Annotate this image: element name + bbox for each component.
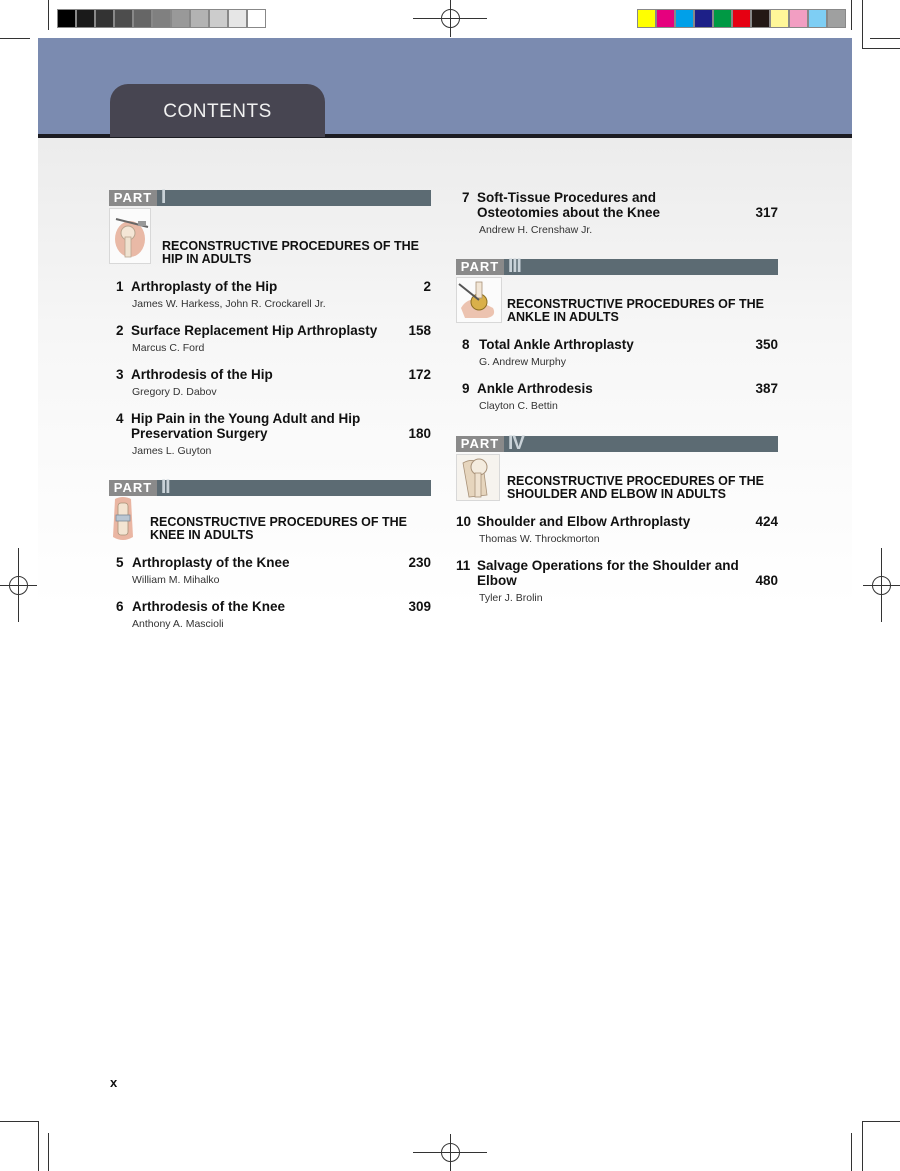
gray-swatch [152, 9, 171, 28]
color-swatch [770, 9, 789, 28]
chapter-number: 4 [116, 411, 124, 426]
chapter-title: Soft-Tissue Procedures and Osteotomies about the Knee [477, 190, 661, 220]
gray-swatch [57, 9, 76, 28]
chapter-entry-2[interactable] [116, 323, 431, 357]
chapter-entry-8[interactable] [462, 337, 778, 371]
color-swatch [637, 9, 656, 28]
color-swatch [675, 9, 694, 28]
chapter-number: 11 [456, 558, 471, 573]
crop-mark-tr-h [870, 38, 900, 39]
part-label: PART [456, 436, 504, 452]
chapter-author: Clayton C. Bettin [479, 400, 558, 412]
chapter-title: Arthrodesis of the Knee [132, 599, 286, 614]
part-label: PART [109, 190, 157, 206]
chapter-author: William M. Mihalko [132, 574, 220, 586]
chapter-title: Surface Replacement Hip Arthroplasty [131, 323, 378, 338]
chapter-page: 317 [755, 205, 778, 220]
chapter-author: Thomas W. Throckmorton [479, 533, 600, 545]
part-title-1: RECONSTRUCTIVE PROCEDURES OF THE HIP IN ADULTS [162, 239, 419, 266]
chapter-page: 158 [408, 323, 431, 338]
gray-swatch [114, 9, 133, 28]
gray-swatch [209, 9, 228, 28]
registration-circle-top [441, 9, 460, 28]
chapter-page: 180 [408, 426, 431, 441]
chapter-number: 2 [116, 323, 124, 338]
part-title-2: RECONSTRUCTIVE PROCEDURES OF THE KNEE IN ADULTS [150, 515, 407, 542]
chapter-title: Hip Pain in the Young Adult and Hip Preservation Surgery [131, 411, 361, 441]
registration-circle-bottom [441, 1143, 460, 1162]
chapter-author: Tyler J. Brolin [479, 592, 543, 604]
gray-swatch [171, 9, 190, 28]
gray-swatch [133, 9, 152, 28]
chapter-entry-5[interactable] [116, 555, 431, 589]
chapter-title: Salvage Operations for the Shoulder and Elbow [477, 558, 739, 588]
chapter-number: 10 [456, 514, 472, 529]
crop-mark-br-h [862, 1121, 900, 1122]
gray-swatch [76, 9, 95, 28]
chapter-number: 3 [116, 367, 124, 382]
hip-illustration-icon [109, 208, 151, 264]
registration-circle-left [9, 576, 28, 595]
chapter-author: G. Andrew Murphy [479, 356, 566, 368]
crop-mark-tr-v2 [862, 0, 863, 48]
color-swatch [751, 9, 770, 28]
color-swatch [656, 9, 675, 28]
part-title-4: RECONSTRUCTIVE PROCEDURES OF THE SHOULDER AND ELBOW IN ADULTS [507, 474, 764, 501]
color-swatch [789, 9, 808, 28]
chapter-author: Andrew H. Crenshaw Jr. [479, 224, 593, 236]
chapter-number: 1 [116, 279, 124, 294]
chapter-page: 2 [423, 279, 431, 294]
chapter-page: 480 [755, 573, 778, 588]
knee-illustration-icon [109, 497, 137, 541]
part-numeral: II [161, 477, 170, 498]
crop-mark-bl-h [0, 1121, 38, 1122]
chapter-page: 230 [408, 555, 431, 570]
crop-mark-br-v [862, 1121, 863, 1171]
crop-mark-bl-v [38, 1121, 39, 1171]
contents-heading: CONTENTS [110, 84, 325, 137]
chapter-number: 9 [462, 381, 470, 396]
chapter-entry-10[interactable] [456, 514, 778, 548]
chapter-number: 8 [462, 337, 470, 352]
chapter-page: 350 [755, 337, 778, 352]
chapter-entry-7[interactable] [462, 190, 778, 240]
chapter-page: 424 [755, 514, 778, 529]
part-numeral: III [508, 256, 521, 277]
gray-swatch [228, 9, 247, 28]
crop-mark-br-v2 [851, 1133, 852, 1171]
chapter-title: Total Ankle Arthroplasty [479, 337, 634, 352]
color-swatch [694, 9, 713, 28]
ankle-illustration-icon [456, 277, 502, 323]
color-swatch [827, 9, 846, 28]
chapter-entry-9[interactable] [462, 381, 778, 415]
chapter-number: 6 [116, 599, 124, 614]
crop-mark-tl-v [48, 0, 49, 30]
chapter-entry-11[interactable] [456, 558, 778, 608]
part-numeral: I [161, 187, 166, 208]
crop-mark-tr-h2 [862, 48, 900, 49]
registration-circle-right [872, 576, 891, 595]
chapter-author: James L. Guyton [132, 445, 212, 457]
color-swatch [713, 9, 732, 28]
color-swatch [808, 9, 827, 28]
chapter-title: Arthroplasty of the Knee [132, 555, 290, 570]
part-label: PART [109, 480, 157, 496]
gray-swatch [190, 9, 209, 28]
gray-swatch [247, 9, 266, 28]
chapter-page: 172 [408, 367, 431, 382]
chapter-author: Gregory D. Dabov [132, 386, 217, 398]
chapter-title: Ankle Arthrodesis [477, 381, 593, 396]
part-header-4 [456, 433, 778, 454]
chapter-author: James W. Harkess, John R. Crockarell Jr. [132, 298, 326, 310]
page-number: x [110, 1075, 118, 1090]
chapter-page: 387 [755, 381, 778, 396]
chapter-title: Shoulder and Elbow Arthroplasty [477, 514, 691, 529]
crop-mark-bl-v2 [48, 1133, 49, 1171]
crop-mark-tl-h [0, 38, 30, 39]
chapter-entry-6[interactable] [116, 599, 431, 633]
color-swatch [732, 9, 751, 28]
chapter-title: Arthroplasty of the Hip [131, 279, 278, 294]
shoulder-illustration-icon [456, 454, 500, 501]
chapter-entry-4[interactable] [116, 411, 431, 461]
part-title-3: RECONSTRUCTIVE PROCEDURES OF THE ANKLE IN ADULTS [507, 297, 764, 324]
chapter-entry-3[interactable] [116, 367, 431, 401]
chapter-page: 309 [408, 599, 431, 614]
gray-swatch [95, 9, 114, 28]
part-label: PART [456, 259, 504, 275]
chapter-number: 7 [462, 190, 470, 205]
crop-mark-tr-v [851, 0, 852, 30]
part-numeral: IV [508, 433, 524, 454]
part-header-3 [456, 256, 778, 277]
part-header-2 [109, 477, 431, 498]
chapter-author: Anthony A. Mascioli [132, 618, 224, 630]
chapter-entry-1[interactable] [116, 279, 431, 313]
chapter-author: Marcus C. Ford [132, 342, 205, 354]
part-header-1 [109, 187, 431, 208]
chapter-number: 5 [116, 555, 124, 570]
chapter-title: Arthrodesis of the Hip [131, 367, 273, 382]
